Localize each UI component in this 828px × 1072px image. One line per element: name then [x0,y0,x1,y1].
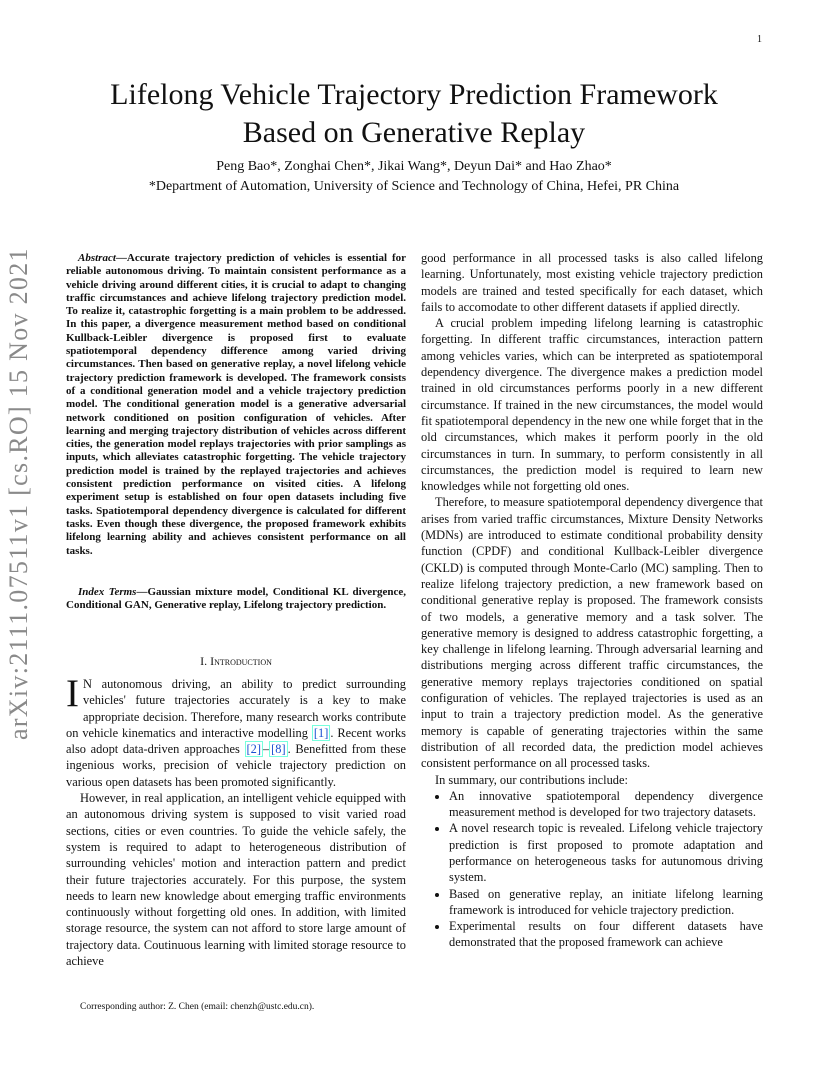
citation-link-1[interactable]: [1] [313,725,329,740]
drop-cap: I [66,672,79,715]
footnote: Corresponding author: Z. Chen (email: chenzh@ustc.edu.cn). [80,1002,315,1012]
right-paragraph-2: A crucial problem impeding lifelong learning is catastrophic forgetting. In different traffic circumstances, interaction pattern among vehicles varies, which can be interpreted as spatiotemporal dependency divergence. The divergence makes a prediction model trained in old circumstances performs poorly in a new different circumstance. If trained in the new circumstances, the model would fit spatiotemporal dependency in the new one while forget that in the old circumstances, which makes it perform poorly in the old circumstances in turn. In summary, to perform consistently in all circumstances, the prediction model is required to learn new knowledges while not forgetting old ones. [421,316,763,494]
introduction-text [66,672,407,969]
list-item: • An innovative spatiotemporal dependency divergence measurement method is developed for two trajectory datasets. [449,788,763,821]
list-item: • A novel research topic is revealed. Lifelong vehicle trajectory prediction is first proposed to promote adaptation and performance on heterogeneous tasks for autunomous driving system. [449,820,763,885]
list-item: • Experimental results on four different datasets have demonstrated that the proposed framework can achieve [449,918,763,951]
intro-paragraph-2: However, in real application, an intelligent vehicle equipped with an autonomous driving system is supposed to visit varied road sections, cities or even countries. To guide the vehicle safely, the system is required to adapt to heterogeneous distribution of surrounding vehicles' motion and interaction pattern and predict their future trajectories accurately. For this purpose, the system needs to learn new knowledge about emerging traffic environments continuously without forgetting old ones. In addition, with limited storage resource, the system can not afford to store large amount of trajectory data. Coutinuous learning with limited storage resource to achieve [66,791,406,969]
paper-title [60,76,768,152]
intro-text-b: . Recent works also adopt data-driven approaches [66,725,407,757]
title-line-1: Lifelong Vehicle Trajectory Prediction Framework [110,78,718,111]
intro-text-a: N autonomous driving, an ability to predict surrounding vehicles' future trajectories accurately is a key to make appropriate decision. Therefore, many research works contribute on vehicle kinematics and interactive modelling [66,677,406,740]
arxiv-stamp: arXiv:2111.07511v1 [cs.RO] 15 Nov 2021 [4,247,33,740]
abstract [66,252,406,558]
right-paragraph-1: good performance in all processed tasks is also called lifelong learning. Unfortunately, most existing vehicle trajectory prediction models are trained and tested specifically for each dataset, which fails to accomodate to other different datasets if applied directly. [421,251,763,314]
abstract-label: Abstract [78,252,116,264]
intro-text-d: . Benefitted from these ingenious works, precision of vehicle trajectory prediction on various open datasets has been promoted significantly. [66,742,407,789]
title-line-2: Based on Generative Replay [242,116,586,149]
citation-link-2[interactable]: [2] [246,742,261,757]
intro-dash: – [262,742,270,757]
right-paragraph-4: In summary, our contributions include: [435,772,628,787]
page-number: 1 [757,34,762,45]
right-paragraph-3: Therefore, to measure spatiotemporal dependency divergence that arises from varied traffic circumstances, Mixture Density Networks (MDNs) are introduced to estimate conditional probability density function (CPDF) and conditional Kullback-Leibler divergence (CKLD) is computed through Monte-Carlo (MC) sampling. Then to realize lifelong trajectory prediction, a new framework based on conditional generative replay is proposed. The framework consists of two models, a generative memory and a task solver. The generative memory is designed to address catastrophic forgetting, a key challenge in lifelong learning. Through adversarial learning and distributions merging across different traffic circumstances, the generative memory replays trajectories conditioned on spatial configuration of vehicles. The replayed trajectories is used as an input to train a trajectory prediction model. As the generative memory is capable of generating trajectories within the same distribution of all recorded data, the prediction model achieves consistent performance on all processed tasks. [421,495,763,771]
citation-link-8[interactable]: [8] [271,742,286,757]
contribution-list [421,788,763,951]
index-terms [66,586,406,613]
index-terms-label: Index Terms [78,586,137,598]
abstract-text: —Accurate trajectory prediction of vehicles is essential for reliable autonomous driving. To maintain consistent performance as a vehicle driving around different cities, it is crucial to adapt to changing traffic circumstances and achieve lifelong trajectory prediction model. To realize it, catastrophic forgetting is a main problem to be addressed. In this paper, a divergence measurement method based on conditional Kullback-Leibler divergence is proposed first to evaluate spatiotemporal dependency difference among varied driving circumstances. Then based on generative replay, a novel lifelong vehicle trajectory prediction framework is developed. The framework consists of a conditional generation model and a vehicle trajectory prediction model. The conditional generation model is a generative adversarial network conditioned on position configuration of vehicles. After learning and merging trajectory distribution of vehicles across different cities, the generation model replays trajectories with prior samplings as inputs, which alleviates catastrophic forgetting. The vehicle trajectory prediction model is trained by the replayed trajectories and achieves consistent prediction performance on visited cities. A lifelong experiment setup is established on four open datasets including five tasks. Spatiotemporal dependency divergence is calculated for different tasks. Even though these divergence, the proposed framework exhibits lifelong learning ability and achieves consistent performance on all tasks. [66,252,406,557]
author-list: Peng Bao*, Zonghai Chen*, Jikai Wang*, Deyun Dai* and Hao Zhao* [216,159,612,174]
intro-paragraph-1 [66,672,407,790]
affiliation: *Department of Automation, University of Science and Technology of China, Hefei, PR China [148,179,680,194]
right-column [421,250,763,951]
section-heading: I. Introduction [200,654,272,668]
list-item: • Based on generative replay, an initiate lifelong learning framework is introduced for vehicle trajectory prediction. [449,886,763,919]
index-terms-text: —Gaussian mixture model, Conditional KL divergence, Conditional GAN, Generative replay, Lifelong trajectory prediction. [66,586,407,612]
